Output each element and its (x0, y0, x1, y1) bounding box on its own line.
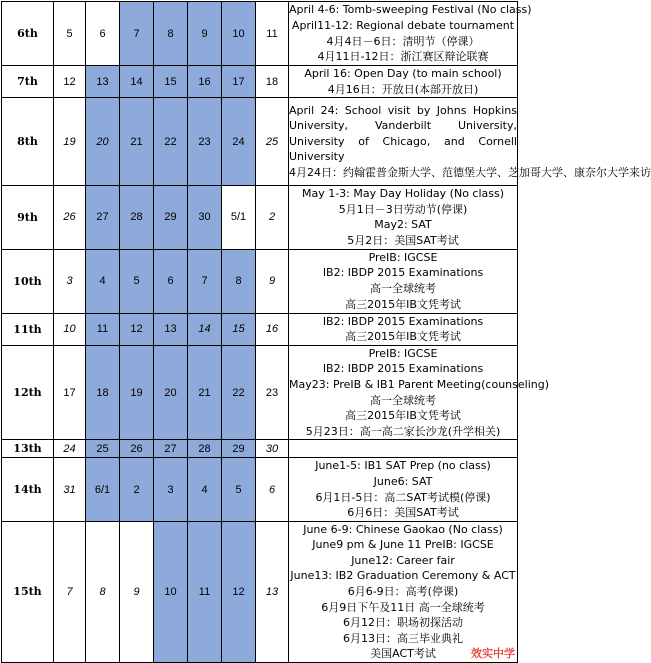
day-cell: 17 (54, 345, 86, 440)
day-cell: 17 (222, 66, 256, 98)
day-cell: 30 (256, 440, 289, 458)
event-line: 5月23日：高一高二家长沙龙(升学相关) (305, 424, 501, 438)
day-cell: 6 (256, 458, 289, 521)
events-cell (289, 458, 518, 521)
events-cell (289, 66, 518, 98)
day-cell: 16 (256, 313, 289, 345)
week-row (2, 98, 518, 186)
week-label: 14th (2, 458, 54, 521)
day-cell: 20 (154, 345, 188, 440)
week-label: 10th (2, 249, 54, 313)
event-line: 4月4日－6日：清明节（停课） (326, 34, 480, 48)
day-cell: 8 (86, 521, 120, 662)
event-line: June1-5: IB1 SAT Prep (no class) (315, 459, 491, 473)
event-line: 6月6日：美国SAT考试 (347, 506, 459, 520)
day-cell: 13 (86, 66, 120, 98)
event-line: 5月2日：美国SAT考试 (347, 233, 459, 247)
day-cell: 3 (54, 249, 86, 313)
event-line: June13: IB2 Graduation Ceremony & ACT (290, 569, 516, 583)
day-cell: 12 (222, 521, 256, 662)
week-row (2, 66, 518, 98)
week-row (2, 313, 518, 345)
event-line: 高三2015年IB文凭考试 (345, 330, 461, 344)
week-row (2, 2, 518, 66)
day-cell: 11 (86, 313, 120, 345)
events-cell (289, 440, 518, 458)
day-cell: 18 (86, 345, 120, 440)
day-cell: 15 (222, 313, 256, 345)
event-line: June 6-9: Chinese Gaokao (No class) (303, 522, 503, 536)
event-line: 6月1日-5日：高二SAT考试模(停课) (315, 490, 491, 504)
day-cell: 26 (54, 186, 86, 249)
events-cell (289, 2, 532, 66)
day-cell: 7 (54, 521, 86, 662)
day-cell: 9 (188, 2, 222, 66)
day-cell: 6/1 (86, 458, 120, 521)
event-line: IB2: IBDP 2015 Examinations (322, 314, 484, 328)
day-cell: 29 (222, 440, 256, 458)
day-cell: 2 (256, 186, 289, 249)
day-cell: 20 (86, 98, 120, 186)
week-label: 6th (2, 2, 54, 66)
day-cell: 13 (154, 313, 188, 345)
day-cell: 31 (54, 458, 86, 521)
event-line: IB2: IBDP 2015 Examinations (322, 266, 484, 280)
day-cell: 10 (222, 2, 256, 66)
day-cell: 14 (120, 66, 154, 98)
day-cell: 21 (120, 98, 154, 186)
week-row (2, 521, 518, 662)
day-cell: 27 (86, 186, 120, 249)
event-line: 4月24日：约翰霍普金斯大学、范德堡大学、芝加哥大学、康奈尔大学来访 (289, 166, 651, 180)
week-row (2, 249, 518, 313)
day-cell: 19 (54, 98, 86, 186)
events-cell (289, 98, 651, 186)
week-row (2, 440, 518, 458)
day-cell: 10 (54, 313, 86, 345)
day-cell: 3 (154, 458, 188, 521)
day-cell: 9 (120, 521, 154, 662)
day-cell: 11 (188, 521, 222, 662)
event-line: 6月6-9日：高考(停课) (347, 585, 459, 599)
event-line: 5月1日－3日劳动节(停课) (338, 202, 468, 216)
event-line: 6月9日下午及11日 高一全球统考 (321, 600, 485, 614)
event-line: May23: PreIB & IB1 Parent Meeting(counseling) (289, 377, 550, 391)
day-cell: 23 (256, 345, 289, 440)
events-cell (289, 249, 518, 313)
event-line: 高一全球统考 (370, 282, 436, 296)
week-label: 15th (2, 521, 54, 662)
day-cell: 6 (86, 2, 120, 66)
day-cell: 28 (120, 186, 154, 249)
day-cell: 29 (154, 186, 188, 249)
day-cell: 27 (154, 440, 188, 458)
week-label: 7th (2, 66, 54, 98)
event-line: June9 pm & June 11 PreIB: IGCSE (312, 538, 494, 552)
day-cell: 22 (154, 98, 188, 186)
event-line: 4月11日-12日：浙江赛区辩论联赛 (317, 50, 489, 64)
day-cell: 13 (256, 521, 289, 662)
day-cell: 14 (188, 313, 222, 345)
event-line: June6: SAT (373, 474, 433, 488)
week-row (2, 345, 518, 440)
day-cell: 6 (154, 249, 188, 313)
event-line: April11-12: Regional debate tournament (291, 18, 515, 32)
day-cell: 8 (222, 249, 256, 313)
day-cell: 8 (154, 2, 188, 66)
event-line: 高三2015年IB文凭考试 (345, 297, 461, 311)
day-cell: 5 (222, 458, 256, 521)
week-label: 8th (2, 98, 54, 186)
day-cell: 9 (256, 249, 289, 313)
day-cell: 16 (188, 66, 222, 98)
week-label: 11th (2, 313, 54, 345)
day-cell: 11 (256, 2, 289, 66)
day-cell: 12 (54, 66, 86, 98)
day-cell: 21 (188, 345, 222, 440)
day-cell: 18 (256, 66, 289, 98)
day-cell: 2 (120, 458, 154, 521)
day-cell: 25 (86, 440, 120, 458)
day-cell: 4 (86, 249, 120, 313)
day-cell: 5 (54, 2, 86, 66)
day-cell: 5 (120, 249, 154, 313)
event-line: 高三2015年IB文凭考试 (345, 409, 461, 423)
event-line: June12: Career fair (351, 553, 455, 567)
calendar-body (2, 2, 651, 663)
day-cell: 24 (54, 440, 86, 458)
day-cell: 23 (188, 98, 222, 186)
event-line: 美国ACT考试 (370, 647, 436, 661)
day-cell: 5/1 (222, 186, 256, 249)
event-line: April 16: Open Day (to main school) (304, 67, 502, 80)
day-cell: 28 (188, 440, 222, 458)
week-label: 13th (2, 440, 54, 458)
event-line: 4月16日：开放日(本部开放日) (327, 82, 479, 96)
event-line: April 24: School visit by Johns Hopkins University, Vanderbilt University, University of Chicago, and Cornell University (289, 103, 517, 164)
day-cell: 10 (154, 521, 188, 662)
event-line: April 4-6: Tomb-sweeping Festival (No class) (289, 3, 532, 17)
day-cell: 26 (120, 440, 154, 458)
day-cell: 24 (222, 98, 256, 186)
watermark: 效实中学 (471, 647, 515, 660)
events-cell (289, 313, 518, 345)
event-line: PreIB: IGCSE (368, 250, 438, 264)
event-line: 6月13日：高三毕业典礼 (343, 631, 463, 645)
week-label: 9th (2, 186, 54, 249)
day-cell: 15 (154, 66, 188, 98)
event-line: May2: SAT (374, 218, 432, 232)
week-label: 12th (2, 345, 54, 440)
events-cell (289, 186, 518, 249)
event-line: May 1-3: May Day Holiday (No class) (301, 187, 505, 201)
day-cell: 7 (120, 2, 154, 66)
calendar-table (1, 1, 651, 663)
week-row (2, 458, 518, 521)
day-cell: 30 (188, 186, 222, 249)
day-cell: 4 (188, 458, 222, 521)
event-line: PreIB: IGCSE (368, 346, 438, 360)
day-cell: 12 (120, 313, 154, 345)
event-line: 6月12日：职场初探活动 (343, 616, 463, 630)
day-cell: 22 (222, 345, 256, 440)
event-line: 高一全球统考 (370, 393, 436, 407)
day-cell: 7 (188, 249, 222, 313)
event-line: IB2: IBDP 2015 Examinations (322, 362, 484, 376)
events-cell (289, 521, 518, 662)
day-cell: 25 (256, 98, 289, 186)
events-cell (289, 345, 550, 440)
day-cell: 19 (120, 345, 154, 440)
week-row (2, 186, 518, 249)
